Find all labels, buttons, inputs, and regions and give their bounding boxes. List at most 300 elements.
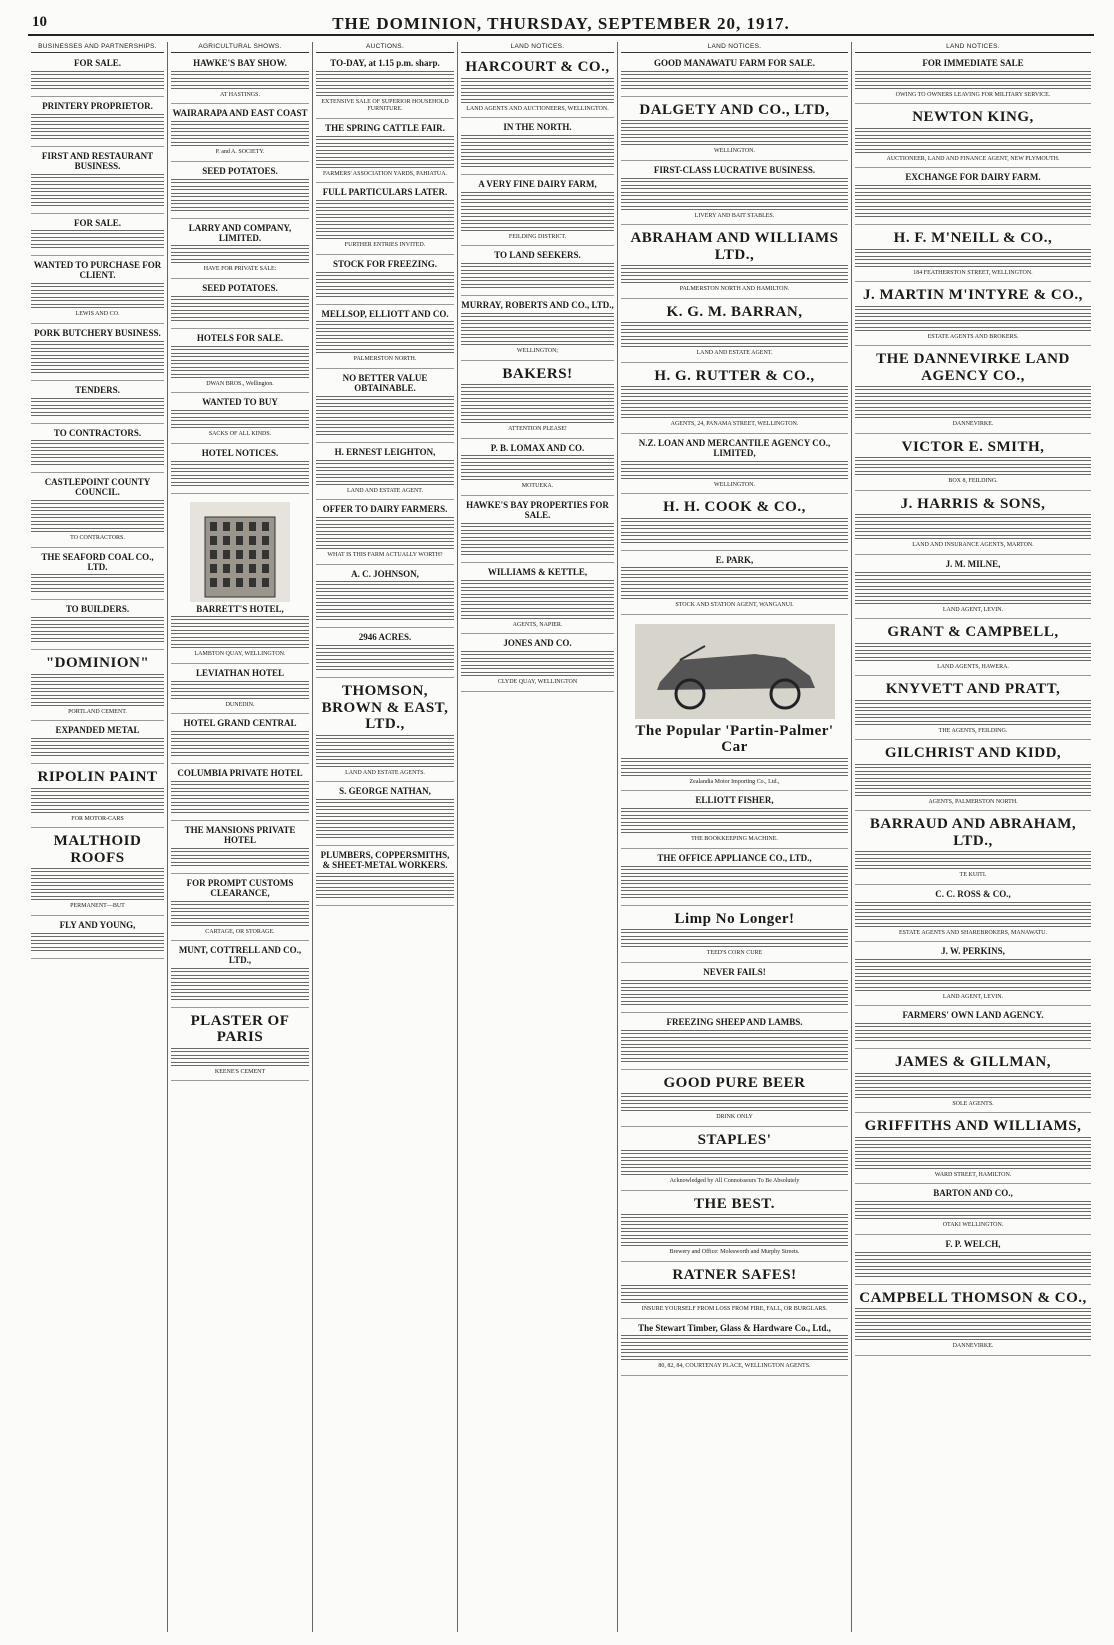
body-text-lines	[855, 85, 1091, 90]
body-text-lines	[621, 887, 848, 892]
body-text-lines	[171, 752, 309, 757]
ad-detail: FEILDING DISTRICT.	[508, 233, 567, 240]
body-text-lines	[855, 865, 1091, 870]
body-text-lines	[316, 403, 454, 408]
body-text-lines	[461, 92, 614, 97]
ad-detail: Acknowledged by All Connoisseurs To Be Absolutely	[669, 1178, 800, 1185]
body-text-lines	[316, 834, 454, 839]
body-text-lines	[461, 270, 614, 275]
classified-ad	[855, 1051, 1091, 1113]
body-text-lines	[316, 820, 454, 825]
body-text-lines	[31, 369, 164, 374]
body-text-lines	[31, 114, 164, 119]
body-text-lines	[171, 296, 309, 301]
ad-heading: H. G. RUTTER & CO.,	[654, 367, 815, 384]
body-text-lines	[461, 277, 614, 282]
classified-ad	[855, 436, 1091, 491]
classified-ad	[621, 1129, 848, 1191]
body-text-lines	[461, 530, 614, 535]
body-text-lines	[621, 822, 848, 827]
body-text-lines	[316, 756, 454, 761]
classified-ad	[461, 498, 614, 563]
ad-detail: PALMERSTON NORTH.	[353, 356, 417, 363]
body-text-lines	[461, 544, 614, 549]
ad-heading: SEED POTATOES.	[202, 165, 278, 176]
classified-ad	[461, 441, 614, 496]
body-text-lines	[171, 915, 309, 920]
classified-ad	[855, 813, 1091, 885]
body-text-lines	[316, 474, 454, 479]
body-text-lines	[855, 327, 1091, 332]
body-text-lines	[855, 521, 1091, 526]
body-text-lines	[316, 143, 454, 148]
classified-ad	[621, 553, 848, 615]
body-text-lines	[461, 384, 614, 389]
body-text-lines	[316, 214, 454, 219]
body-text-lines	[621, 1044, 848, 1049]
classified-ad	[316, 185, 454, 254]
body-text-lines	[461, 523, 614, 528]
classified-ad	[31, 383, 164, 424]
body-text-lines	[31, 581, 164, 586]
classified-ad	[316, 848, 454, 906]
body-text-lines	[855, 643, 1091, 648]
body-text-lines	[316, 335, 454, 340]
classified-ad	[621, 617, 848, 792]
body-text-lines	[316, 92, 454, 97]
section-header: LAND NOTICES.	[855, 42, 1091, 53]
ad-detail: DWAN BROS., Wellington.	[206, 380, 274, 387]
ad-heading: LARRY AND COMPANY, LIMITED.	[188, 222, 292, 243]
body-text-lines	[621, 758, 848, 763]
body-text-lines	[855, 464, 1091, 469]
ad-heading: STOCK FOR FREEZING.	[332, 258, 438, 269]
body-text-lines	[621, 141, 848, 146]
ad-heading: Limp No Longer!	[674, 910, 795, 927]
body-text-lines	[316, 78, 454, 83]
classified-ad	[171, 331, 309, 393]
body-text-lines	[855, 1208, 1091, 1213]
body-text-lines	[171, 135, 309, 140]
classified-ad	[855, 1287, 1091, 1356]
classified-ad	[316, 502, 454, 564]
body-text-lines	[621, 407, 848, 412]
body-text-lines	[316, 666, 454, 671]
body-text-lines	[316, 286, 454, 291]
body-text-lines	[316, 71, 454, 76]
body-text-lines	[621, 414, 848, 419]
body-text-lines	[31, 574, 164, 579]
ad-heading: MURRAY, ROBERTS AND CO., LTD.,	[461, 300, 614, 311]
ad-heading: STAPLES'	[697, 1131, 772, 1148]
ad-heading: JONES AND CO.	[503, 638, 572, 649]
classified-ad	[461, 363, 614, 439]
classified-ad	[855, 557, 1091, 619]
body-text-lines	[855, 400, 1091, 405]
ad-heading: E. PARK,	[715, 554, 754, 565]
ad-detail: MOTUEKA.	[521, 483, 554, 490]
body-text-lines	[31, 702, 164, 707]
body-text-lines	[855, 650, 1091, 655]
body-text-lines	[316, 652, 454, 657]
ad-detail: LEWIS AND CO.	[75, 311, 120, 318]
body-text-lines	[31, 795, 164, 800]
classified-ad	[171, 876, 309, 941]
body-text-lines	[461, 263, 614, 268]
ad-detail: 184 FEATHERSTON STREET, WELLINGTON.	[913, 269, 1033, 276]
body-text-lines	[316, 431, 454, 436]
body-text-lines	[31, 174, 164, 179]
classified-ad	[621, 436, 848, 494]
body-text-lines	[855, 1201, 1091, 1206]
classified-ad	[31, 149, 164, 214]
body-text-lines	[855, 579, 1091, 584]
body-text-lines	[316, 581, 454, 586]
ad-heading: A. C. JOHNSON,	[351, 568, 419, 579]
body-text-lines	[171, 475, 309, 480]
body-text-lines	[621, 1001, 848, 1006]
ad-heading: SEED POTATOES.	[202, 282, 278, 293]
hotel-building-illustration	[190, 502, 290, 602]
ad-heading: WAIRARAPA AND EAST COAST	[172, 108, 308, 119]
body-text-lines	[171, 644, 309, 649]
section-header: LAND NOTICES.	[621, 42, 848, 53]
ad-heading: MALTHOID ROOFS	[53, 833, 142, 866]
body-text-lines	[31, 889, 164, 894]
body-text-lines	[31, 362, 164, 367]
body-text-lines	[171, 142, 309, 147]
body-text-lines	[621, 1030, 848, 1035]
ad-detail: AGENTS, 24, PANAMA STREET, WELLINGTON.	[670, 421, 799, 428]
body-text-lines	[171, 630, 309, 635]
body-text-lines	[171, 417, 309, 422]
ad-heading: THE OFFICE APPLIANCE CO., LTD.,	[657, 852, 812, 863]
classified-ad	[621, 1015, 848, 1070]
classified-ad	[171, 106, 309, 161]
ad-detail: ESTATE AGENTS AND BROKERS.	[927, 333, 1019, 340]
body-text-lines	[621, 1335, 848, 1340]
classified-ad	[31, 99, 164, 147]
body-text-lines	[621, 1285, 848, 1290]
body-text-lines	[171, 374, 309, 379]
classified-ad	[171, 56, 309, 104]
ad-detail: WELLINGTON.	[713, 148, 756, 155]
body-text-lines	[316, 136, 454, 141]
ad-heading: GRIFFITHS AND WILLIAMS,	[864, 1118, 1082, 1135]
body-text-lines	[31, 230, 164, 235]
classified-ad	[621, 56, 848, 97]
ad-heading: LEVIATHAN HOTEL	[195, 667, 285, 678]
body-text-lines	[171, 855, 309, 860]
ad-heading: GILCHRIST AND KIDD,	[884, 745, 1062, 762]
body-text-lines	[171, 259, 309, 264]
classified-ad	[31, 216, 164, 257]
body-text-lines	[621, 1356, 848, 1361]
body-text-lines	[316, 749, 454, 754]
ad-heading: NO BETTER VALUE OBTAINABLE.	[342, 372, 428, 393]
classified-ad	[461, 56, 614, 118]
classified-ad	[855, 56, 1091, 104]
body-text-lines	[31, 809, 164, 814]
body-text-lines	[171, 745, 309, 750]
ad-detail: FOR MOTOR-CARS	[71, 815, 124, 822]
body-text-lines	[316, 279, 454, 284]
body-text-lines	[855, 185, 1091, 190]
body-text-lines	[461, 455, 614, 460]
body-text-lines	[316, 207, 454, 212]
body-text-lines	[316, 742, 454, 747]
body-text-lines	[855, 1266, 1091, 1271]
body-text-lines	[31, 297, 164, 302]
classified-ad	[316, 784, 454, 846]
ad-detail: FURTHER ENTRIES INVITED.	[344, 242, 426, 249]
body-text-lines	[855, 1315, 1091, 1320]
ad-heading: TO-DAY, at 1.15 p.m. sharp.	[330, 58, 440, 68]
body-text-lines	[316, 164, 454, 169]
body-text-lines	[621, 134, 848, 139]
ad-detail: ATTENTION PLEASE!	[508, 426, 567, 433]
body-text-lines	[855, 1322, 1091, 1327]
ad-detail: WHAT IS THIS FARM ACTUALLY WORTH?	[327, 552, 443, 559]
body-text-lines	[316, 616, 454, 621]
body-text-lines	[621, 461, 848, 466]
body-text-lines	[171, 738, 309, 743]
ad-heading: MELLSOP, ELLIOTT AND CO.	[321, 308, 449, 319]
body-text-lines	[621, 329, 848, 334]
body-text-lines	[855, 1144, 1091, 1149]
classified-ad	[855, 742, 1091, 811]
ad-detail: SACKS OF ALL KINDS.	[208, 431, 272, 438]
classified-ad	[316, 121, 454, 183]
body-text-lines	[855, 714, 1091, 719]
body-text-lines	[855, 959, 1091, 964]
body-text-lines	[855, 263, 1091, 268]
body-text-lines	[461, 220, 614, 225]
body-text-lines	[171, 200, 309, 205]
column-land-notices-3	[852, 42, 1094, 1632]
body-text-lines	[461, 462, 614, 467]
ad-heading: The Stewart Timber, Glass & Hardware Co., Ltd.,	[638, 1322, 831, 1333]
ad-detail: PERMANENT—BUT	[70, 903, 125, 910]
body-text-lines	[461, 476, 614, 481]
classified-ad	[621, 851, 848, 906]
body-text-lines	[621, 808, 848, 813]
ad-detail: WARD STREET, HAMILTON.	[934, 1171, 1012, 1178]
body-text-lines	[461, 658, 614, 663]
classified-ad	[171, 496, 309, 664]
body-text-lines	[621, 539, 848, 544]
ad-detail: LAND AGENT, LEVIN.	[942, 993, 1004, 1000]
classified-ad	[316, 680, 454, 782]
classified-ad	[31, 258, 164, 323]
body-text-lines	[855, 313, 1091, 318]
body-text-lines	[621, 987, 848, 992]
body-text-lines	[855, 785, 1091, 790]
ad-heading: KNYVETT AND PRATT,	[885, 681, 1061, 698]
ad-detail: AGENTS, NAPIER.	[512, 621, 563, 628]
body-text-lines	[316, 813, 454, 818]
classified-ad	[621, 163, 848, 225]
body-text-lines	[461, 142, 614, 147]
body-text-lines	[461, 163, 614, 168]
ad-heading: The Popular 'Partin-Palmer' Car	[635, 722, 834, 756]
classified-ad	[31, 475, 164, 547]
classified-ad	[461, 248, 614, 296]
ad-heading: HOTEL GRAND CENTRAL	[183, 718, 297, 729]
body-text-lines	[461, 608, 614, 613]
ad-heading: FARMERS' OWN LAND AGENCY.	[902, 1010, 1044, 1021]
body-text-lines	[171, 616, 309, 621]
body-text-lines	[621, 1214, 848, 1219]
body-text-lines	[31, 514, 164, 519]
body-text-lines	[855, 1259, 1091, 1264]
ad-heading: H. F. M'NEILL & CO.,	[893, 230, 1053, 247]
ad-heading: ELLIOTT FISHER,	[695, 795, 774, 806]
body-text-lines	[316, 602, 454, 607]
classified-ad	[171, 446, 309, 494]
body-text-lines	[316, 735, 454, 740]
body-text-lines	[621, 199, 848, 204]
ad-heading: J. MARTIN M'INTYRE & CO.,	[863, 287, 1083, 304]
body-text-lines	[621, 265, 848, 270]
body-text-lines	[461, 135, 614, 140]
body-text-lines	[855, 1215, 1091, 1220]
ad-detail: DANNEVIRKE.	[952, 421, 994, 428]
body-text-lines	[461, 398, 614, 403]
body-text-lines	[31, 868, 164, 873]
body-text-lines	[621, 468, 848, 473]
ad-heading: HOTELS FOR SALE.	[196, 332, 284, 343]
body-text-lines	[461, 149, 614, 154]
ad-heading: NEWTON KING,	[912, 109, 1034, 126]
body-text-lines	[316, 609, 454, 614]
body-text-lines	[621, 772, 848, 777]
ad-heading: FULL PARTICULARS LATER.	[322, 187, 448, 198]
body-text-lines	[316, 524, 454, 529]
classified-ad	[316, 445, 454, 500]
classified-ad	[621, 99, 848, 161]
ad-detail: EXTENSIVE SALE OF SUPERIOR HOUSEHOLD FURNITURE.	[321, 98, 449, 113]
body-text-lines	[171, 78, 309, 83]
ad-heading: A VERY FINE DAIRY FARM,	[478, 178, 597, 189]
body-text-lines	[855, 142, 1091, 147]
ad-heading: THE SEAFORD COAL CO., LTD.	[41, 551, 154, 572]
body-text-lines	[621, 127, 848, 132]
body-text-lines	[855, 320, 1091, 325]
body-text-lines	[461, 99, 614, 104]
body-text-lines	[171, 637, 309, 642]
body-text-lines	[461, 615, 614, 620]
body-text-lines	[461, 469, 614, 474]
body-text-lines	[621, 206, 848, 211]
body-text-lines	[855, 966, 1091, 971]
classified-ad	[621, 301, 848, 363]
ad-heading: GOOD PURE BEER	[663, 1074, 806, 1091]
ad-heading: VICTOR E. SMITH,	[901, 438, 1045, 455]
body-text-lines	[31, 933, 164, 938]
body-text-lines	[171, 346, 309, 351]
body-text-lines	[855, 249, 1091, 254]
body-text-lines	[171, 424, 309, 429]
classified-ad	[31, 723, 164, 764]
body-text-lines	[461, 227, 614, 232]
body-text-lines	[621, 1164, 848, 1169]
ad-detail: DRINK ONLY	[716, 1114, 753, 1121]
ad-heading: S. GEORGE NATHAN,	[339, 786, 431, 797]
body-text-lines	[316, 517, 454, 522]
body-text-lines	[316, 272, 454, 277]
ad-detail: Zealandia Motor Importing Co., Ltd.,	[689, 778, 780, 785]
ad-detail: LAND AND ESTATE AGENT.	[346, 487, 424, 494]
body-text-lines	[171, 968, 309, 973]
body-text-lines	[855, 858, 1091, 863]
classified-ad	[855, 493, 1091, 555]
body-text-lines	[621, 1299, 848, 1304]
column-businesses	[28, 42, 168, 1632]
body-text-lines	[316, 342, 454, 347]
body-text-lines	[316, 806, 454, 811]
section-header: AUCTIONS.	[316, 42, 454, 53]
ad-heading: FOR PROMPT CUSTOMS CLEARANCE,	[186, 877, 294, 898]
body-text-lines	[855, 306, 1091, 311]
classified-ad	[855, 887, 1091, 942]
body-text-lines	[171, 85, 309, 90]
classified-ad	[855, 1186, 1091, 1234]
body-text-lines	[621, 1349, 848, 1354]
body-text-lines	[31, 500, 164, 505]
body-text-lines	[855, 987, 1091, 992]
body-text-lines	[316, 595, 454, 600]
body-text-lines	[621, 185, 848, 190]
body-text-lines	[171, 193, 309, 198]
ad-detail: STOCK AND STATION AGENT, WANGANUI.	[675, 602, 794, 609]
body-text-lines	[316, 85, 454, 90]
body-text-lines	[171, 623, 309, 628]
body-text-lines	[461, 199, 614, 204]
body-text-lines	[316, 481, 454, 486]
body-text-lines	[621, 518, 848, 523]
body-text-lines	[171, 908, 309, 913]
classified-ad	[855, 1237, 1091, 1285]
body-text-lines	[461, 580, 614, 585]
body-text-lines	[31, 638, 164, 643]
classified-ad	[621, 1264, 848, 1319]
classified-ad	[171, 1010, 309, 1082]
ad-heading: NEVER FAILS!	[703, 966, 766, 977]
body-text-lines	[31, 752, 164, 757]
body-text-lines	[621, 880, 848, 885]
ad-heading: FOR SALE.	[73, 217, 121, 228]
body-text-lines	[31, 71, 164, 76]
body-text-lines	[31, 461, 164, 466]
classified-ad	[855, 944, 1091, 1006]
body-text-lines	[31, 454, 164, 459]
ad-heading: FOR SALE.	[73, 58, 121, 68]
body-text-lines	[316, 873, 454, 878]
body-text-lines	[461, 412, 614, 417]
body-text-lines	[621, 279, 848, 284]
body-text-lines	[31, 405, 164, 410]
body-text-lines	[316, 827, 454, 832]
body-text-lines	[171, 128, 309, 133]
ad-heading: THE DANNEVIRKE LAND AGENCY CO.,	[876, 351, 1070, 384]
body-text-lines	[855, 1329, 1091, 1334]
body-text-lines	[316, 880, 454, 885]
body-text-lines	[621, 1051, 848, 1056]
body-text-lines	[31, 341, 164, 346]
ad-heading: COLUMBIA PRIVATE HOTEL	[177, 768, 303, 779]
body-text-lines	[621, 894, 848, 899]
